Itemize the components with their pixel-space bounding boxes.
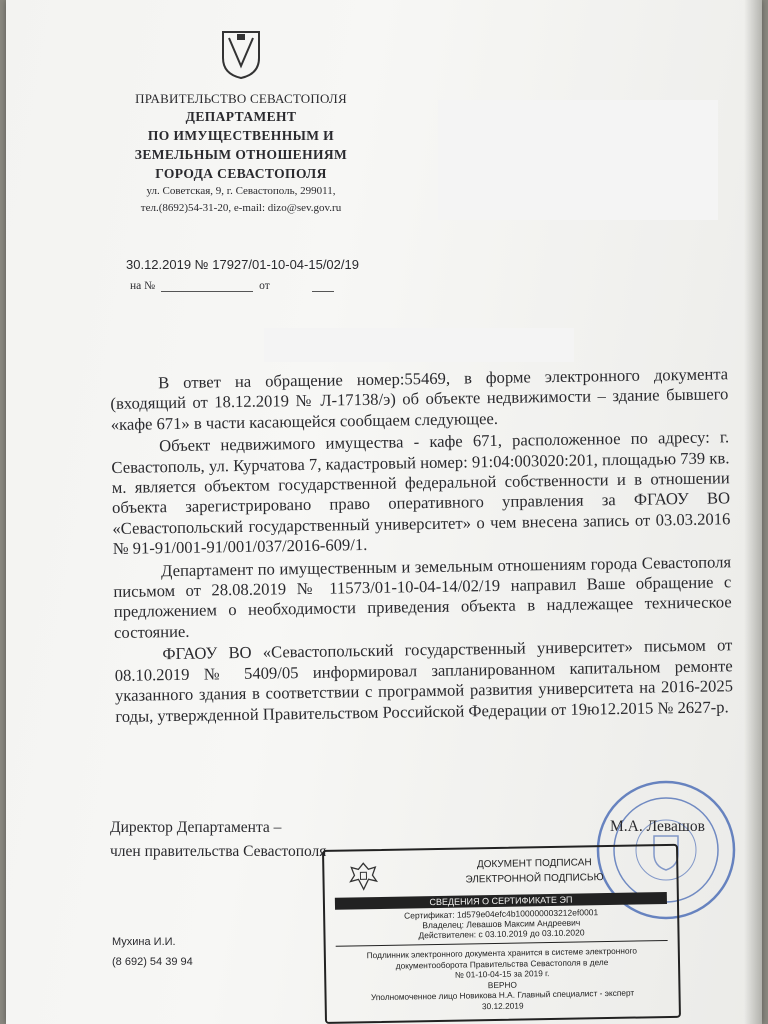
paragraph-2: Объект недвижимого имущества - кафе 671, расположенное по адресу: г. Севастополь, ул. Курчатова 7, кадастровый номер: 91:04:003020:201, площадью 739 кв. м. является объектом государственной федеральной собственности и в отношении объекта зарегистрировано право оперативного управления за ФГАОУ ВО «Севастопольский государственный университет» о чем внесена запись от 03.03.2016 № 91-91/001-91/001/037/2016-609/1. (111, 427, 731, 559)
certificate-serial: Сертификат: 1d579e04efc4b100000003212ef0001 (403, 907, 599, 921)
department-line-2: ПО ИМУЩЕСТВЕННЫМ И (147, 128, 335, 143)
sevastopol-emblem-icon (219, 28, 263, 80)
electronic-signature-block (322, 844, 681, 1024)
letter-body (110, 364, 733, 729)
outgoing-number: 30.12.2019 № 17927/01-10-04-15/02/19 (126, 257, 359, 272)
certificate-info-header: СВЕДЕНИЯ О СЕРТИФИКАТЕ ЭП (335, 892, 667, 910)
authorized-person: Уполномоченное лицо Новикова Н.А. Главный специалист - эксперт (370, 987, 635, 1003)
certification-date: 30.12.2019 (481, 1000, 524, 1011)
esign-title-line-1: ДОКУМЕНТ ПОДПИСАН (476, 857, 592, 871)
paragraph-4: ФГАОУ ВО «Севастопольский государственный университет» письмом от 08.10.2019 № 5409/05 информировал запланированном капитальном ремонте указанного здания в соответствии с программой развития университета на 2016-2025 годы, утвержденной Правительством Российской Федерации от 19ю12.2015 № 2627-р. (114, 635, 734, 726)
government-name: ПРАВИТЕЛЬСТВО СЕВАСТОПОЛЯ (135, 91, 347, 106)
document-page (6, 0, 762, 1024)
certificate-validity: Действителен: с 03.10.2019 до 03.10.2020 (418, 927, 585, 941)
department-line-3: ЗЕМЕЛЬНЫМ ОТНОШЕНИЯМ (134, 147, 348, 162)
redacted-salutation (264, 328, 574, 362)
signer-name: М.А. Левашов (610, 818, 705, 835)
storage-note-line-1: Подлинник электронного документа хранится в системе электронного (366, 945, 638, 961)
executor-info (112, 932, 193, 972)
letterhead (96, 28, 386, 217)
incoming-reference (130, 280, 390, 292)
department-address: ул. Советская, 9, г. Севастополь, 299011, (146, 185, 336, 197)
department-line-1: ДЕПАРТАМЕНТ (185, 109, 297, 124)
signer-position-line-2: член правительства Севастополя (110, 843, 327, 860)
paragraph-1: В ответ на обращение номер:55469, в форме электронного документа (входящий от 18.12.2019 № Л-17138/э) об объекте недвижимости – здание бывшего «кафе 671» в части касающейся сообщаем следующее. (110, 364, 729, 434)
from-label: от (259, 280, 270, 292)
department-contacts: тел.(8692)54-31-20, e-mail: dizo@sev.gov.ru (140, 202, 342, 214)
on-number-label: на № (130, 280, 156, 292)
signer-position (110, 816, 326, 864)
paragraph-3: Департамент по имущественным и земельным отношениям города Севастополя письмом от 28.08.2019 № 11573/01-10-04-14/02/19 направил Ваше обращение с предложением о необходимости приведения объекта в надлежащее техническое состояние. (113, 551, 732, 642)
esign-title-line-2: ЭЛЕКТРОННОЙ ПОДПИСЬЮ (465, 872, 604, 886)
redacted-recipient-block (438, 100, 718, 220)
department-line-4: ГОРОДА СЕВАСТОПОЛЯ (155, 166, 327, 181)
paper-shadow-edge (744, 0, 762, 1024)
certificate-owner: Владелец: Левашов Максим Андреевич (422, 917, 581, 931)
storage-note-line-3: № 01-10-04-15 за 2019 г. (454, 968, 550, 980)
signer-position-line-1: Директор Департамента – (110, 819, 282, 836)
executor-name: Мухина И.И. (112, 936, 176, 948)
verified-mark: ВЕРНО (487, 979, 517, 990)
coat-of-arms-icon (346, 859, 381, 894)
executor-phone: (8 692) 54 39 94 (112, 956, 193, 968)
storage-note-line-2: документооборота Правительства Севастополя в деле (395, 956, 609, 971)
